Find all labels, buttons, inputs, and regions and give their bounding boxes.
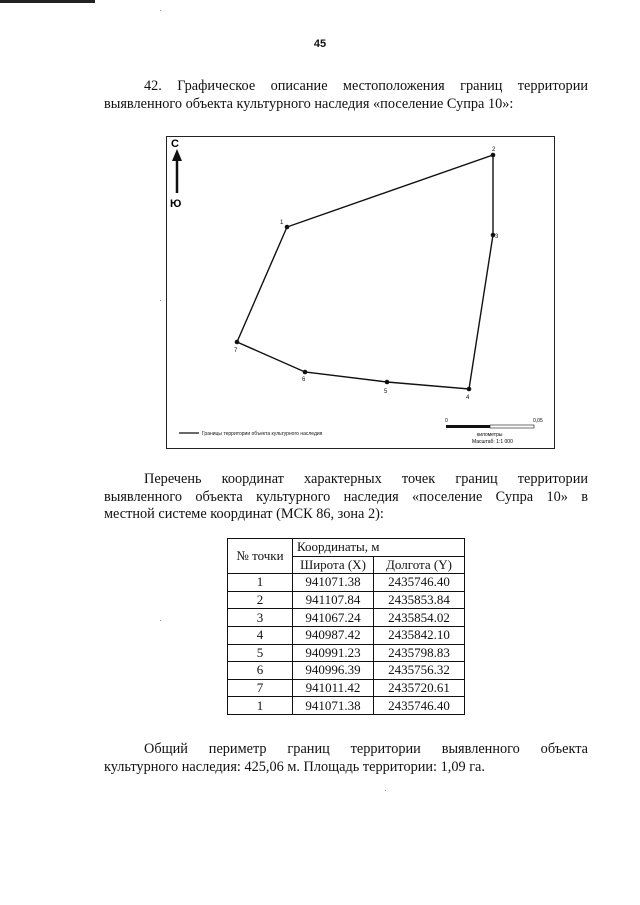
scale-bar [445, 418, 543, 445]
cell-x: 941071.38 [293, 697, 374, 715]
cell-x: 941011.42 [293, 679, 374, 697]
coordinates-intro [104, 471, 588, 524]
cell-point: 5 [228, 644, 293, 662]
legend-text: Границы территории объекта культурного наследия [202, 431, 323, 437]
coordinates-table-wrapper [227, 538, 465, 715]
point-label: 2 [492, 147, 496, 153]
point-marker [303, 370, 308, 375]
point-label: 5 [384, 389, 388, 395]
point-marker [491, 153, 496, 158]
cell-x: 941107.84 [293, 591, 374, 609]
table-row [228, 591, 465, 609]
cell-y: 2435756.32 [374, 662, 465, 680]
point-marker [285, 225, 290, 230]
section-heading-line-1: 42. Графическое описание местоположения границ территории [144, 78, 588, 94]
cell-point: 6 [228, 662, 293, 680]
map-legend [179, 431, 323, 437]
scale-units: километры [477, 432, 503, 438]
cell-y: 2435798.83 [374, 644, 465, 662]
point-marker [235, 340, 240, 345]
cell-x: 941071.38 [293, 574, 374, 592]
table-row [228, 644, 465, 662]
point-label: 4 [466, 395, 470, 401]
scan-speck [160, 620, 161, 621]
cell-x: 941067.24 [293, 609, 374, 627]
cell-point: 1 [228, 574, 293, 592]
point-label: 6 [302, 377, 306, 383]
cell-x: 940991.23 [293, 644, 374, 662]
page-number: 45 [313, 38, 327, 50]
header-point: № точки [228, 539, 293, 574]
cell-point: 1 [228, 697, 293, 715]
north-label: С [171, 138, 179, 150]
scan-speck [385, 790, 386, 791]
point-label: 3 [495, 234, 499, 240]
table-row [228, 662, 465, 680]
cell-y: 2435746.40 [374, 697, 465, 715]
cell-y: 2435854.02 [374, 609, 465, 627]
table-row [228, 626, 465, 644]
north-arrow-icon [170, 138, 182, 210]
cell-y: 2435720.61 [374, 679, 465, 697]
table-header-row [228, 539, 465, 557]
cell-point: 3 [228, 609, 293, 627]
scan-speck [160, 300, 161, 301]
scale-ratio: Масштаб: 1:1 000 [472, 439, 513, 445]
section-heading-line-2: выявленного объекта культурного наследия «поселение Супра 10»: [104, 95, 514, 112]
coordinates-table [227, 538, 465, 715]
point-marker [385, 380, 390, 385]
section-heading [104, 78, 588, 113]
south-label: Ю [170, 198, 182, 210]
coordinates-intro-line-3: местной системе координат (МСК 86, зона 2): [104, 506, 384, 522]
point-marker [467, 387, 472, 392]
header-coordinates: Координаты, м [293, 539, 465, 557]
scale-end: 0,05 [533, 418, 543, 424]
cell-point: 7 [228, 679, 293, 697]
scan-edge-mark [0, 0, 95, 3]
scan-speck [160, 10, 161, 11]
summary-line-1: Общий периметр границ территории выявленного объекта [144, 741, 588, 757]
summary-line-2: культурного наследия: 425,06 м. Площадь территории: 1,09 га. [104, 758, 485, 775]
territory-boundary [237, 155, 493, 389]
cell-x: 940987.42 [293, 626, 374, 644]
cell-x: 940996.39 [293, 662, 374, 680]
cell-y: 2435746.40 [374, 574, 465, 592]
table-row [228, 697, 465, 715]
table-row [228, 609, 465, 627]
point-label: 1 [280, 220, 284, 226]
header-y: Долгота (Y) [374, 556, 465, 574]
header-x: Широта (X) [293, 556, 374, 574]
boundary-points [235, 153, 496, 392]
scale-start: 0 [445, 418, 448, 424]
cell-point: 2 [228, 591, 293, 609]
cell-y: 2435842.10 [374, 626, 465, 644]
table-row [228, 574, 465, 592]
cell-y: 2435853.84 [374, 591, 465, 609]
cell-point: 4 [228, 626, 293, 644]
point-label: 7 [234, 348, 238, 354]
coordinates-intro-line-2: выявленного объекта культурного наследия «поселение Супра 10» в [104, 488, 588, 505]
map-canvas [167, 137, 554, 448]
summary-paragraph [104, 741, 588, 776]
table-row [228, 679, 465, 697]
coordinates-intro-line-1: Перечень координат характерных точек границ территории [144, 471, 588, 487]
boundary-map [166, 136, 555, 449]
